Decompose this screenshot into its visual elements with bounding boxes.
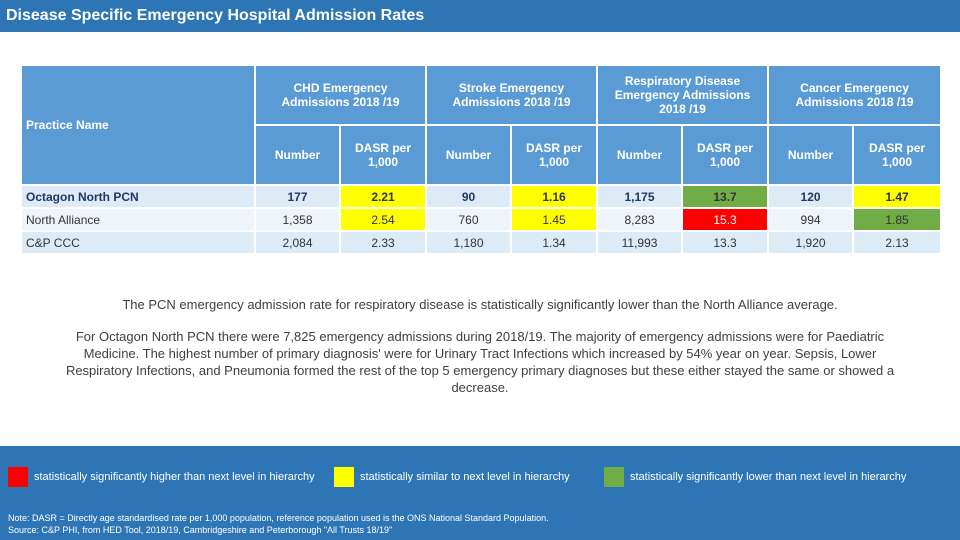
stroke-dasr-cell: 1.34 — [511, 231, 597, 254]
practice-name-cell: C&P CCC — [21, 231, 255, 254]
cancer-group-header: Cancer Emergency Admissions 2018 /19 — [768, 65, 941, 125]
stroke-dasr-cell: 1.16 — [511, 185, 597, 208]
legend-lower-label: statistically significantly lower than next level in hierarchy — [630, 471, 907, 483]
chd-number-cell: 1,358 — [255, 208, 340, 231]
legend-lower — [604, 466, 906, 488]
cancer-number-cell: 994 — [768, 208, 853, 231]
respiratory-dasr-cell: 13.3 — [682, 231, 768, 254]
cancer-number-header: Number — [768, 125, 853, 185]
stroke-number-cell: 760 — [426, 208, 511, 231]
legend-similar — [334, 466, 570, 488]
legend-footer — [0, 446, 960, 540]
footnote-definition: Note: DASR = Directly age standardised rate per 1,000 population, reference population used is the ONS National Standard Population. — [8, 513, 549, 523]
summary-paragraph-2: For Octagon North PCN there were 7,825 emergency admissions during 2018/19. The majority of emergency admissions were for Paediatric Medicine. The highest number of primary diagnosis' were for Urinary Tract Infections which increased by 54% year on year. Sepsis, Lower Respiratory Infections, and Pneumonia formed the rest of the top 5 emergency primary diagnoses but these either stayed the same or showed a decrease. — [65, 329, 895, 395]
cancer-dasr-header: DASR per 1,000 — [853, 125, 941, 185]
practice-name-cell: Octagon North PCN — [21, 185, 255, 208]
cancer-dasr-cell: 1.85 — [853, 208, 941, 231]
legend-higher — [8, 466, 315, 488]
summary-paragraph-1: The PCN emergency admission rate for respiratory disease is statistically significantly lower than the North Alliance average. — [122, 297, 838, 312]
respiratory-group-header: Respiratory Disease Emergency Admissions 2018 /19 — [597, 65, 768, 125]
respiratory-dasr-cell: 13.7 — [682, 185, 768, 208]
stroke-number-cell: 1,180 — [426, 231, 511, 254]
respiratory-number-cell: 11,993 — [597, 231, 682, 254]
legend-similar-label: statistically similar to next level in hierarchy — [360, 471, 570, 483]
cancer-number-cell: 120 — [768, 185, 853, 208]
stroke-group-header: Stroke Emergency Admissions 2018 /19 — [426, 65, 597, 125]
admissions-table — [20, 64, 942, 255]
chd-dasr-cell: 2.21 — [340, 185, 426, 208]
chd-dasr-cell: 2.33 — [340, 231, 426, 254]
stroke-dasr-header: DASR per 1,000 — [511, 125, 597, 185]
green-swatch-icon — [604, 467, 624, 487]
chd-group-header: CHD Emergency Admissions 2018 /19 — [255, 65, 426, 125]
cancer-number-cell: 1,920 — [768, 231, 853, 254]
summary-text — [60, 296, 900, 411]
page-title: Disease Specific Emergency Hospital Admission Rates — [0, 0, 960, 32]
cancer-dasr-cell: 2.13 — [853, 231, 941, 254]
chd-number-cell: 2,084 — [255, 231, 340, 254]
stroke-number-header: Number — [426, 125, 511, 185]
table-row — [21, 231, 941, 254]
admissions-table-container — [20, 64, 940, 252]
yellow-swatch-icon — [334, 467, 354, 487]
footnote — [8, 512, 549, 536]
chd-dasr-cell: 2.54 — [340, 208, 426, 231]
chd-dasr-header: DASR per 1,000 — [340, 125, 426, 185]
respiratory-number-cell: 1,175 — [597, 185, 682, 208]
practice-name-header: Practice Name — [21, 65, 255, 185]
respiratory-dasr-header: DASR per 1,000 — [682, 125, 768, 185]
stroke-dasr-cell: 1.45 — [511, 208, 597, 231]
footnote-source: Source: C&P PHI, from HED Tool, 2018/19, Cambridgeshire and Peterborough "All Trusts 18/19" — [8, 525, 393, 535]
respiratory-number-cell: 8,283 — [597, 208, 682, 231]
respiratory-number-header: Number — [597, 125, 682, 185]
red-swatch-icon — [8, 467, 28, 487]
table-row — [21, 208, 941, 231]
chd-number-cell: 177 — [255, 185, 340, 208]
table-row — [21, 185, 941, 208]
stroke-number-cell: 90 — [426, 185, 511, 208]
practice-name-cell: North Alliance — [21, 208, 255, 231]
legend-higher-label: statistically significantly higher than next level in hierarchy — [34, 471, 315, 483]
chd-number-header: Number — [255, 125, 340, 185]
cancer-dasr-cell: 1.47 — [853, 185, 941, 208]
respiratory-dasr-cell: 15.3 — [682, 208, 768, 231]
